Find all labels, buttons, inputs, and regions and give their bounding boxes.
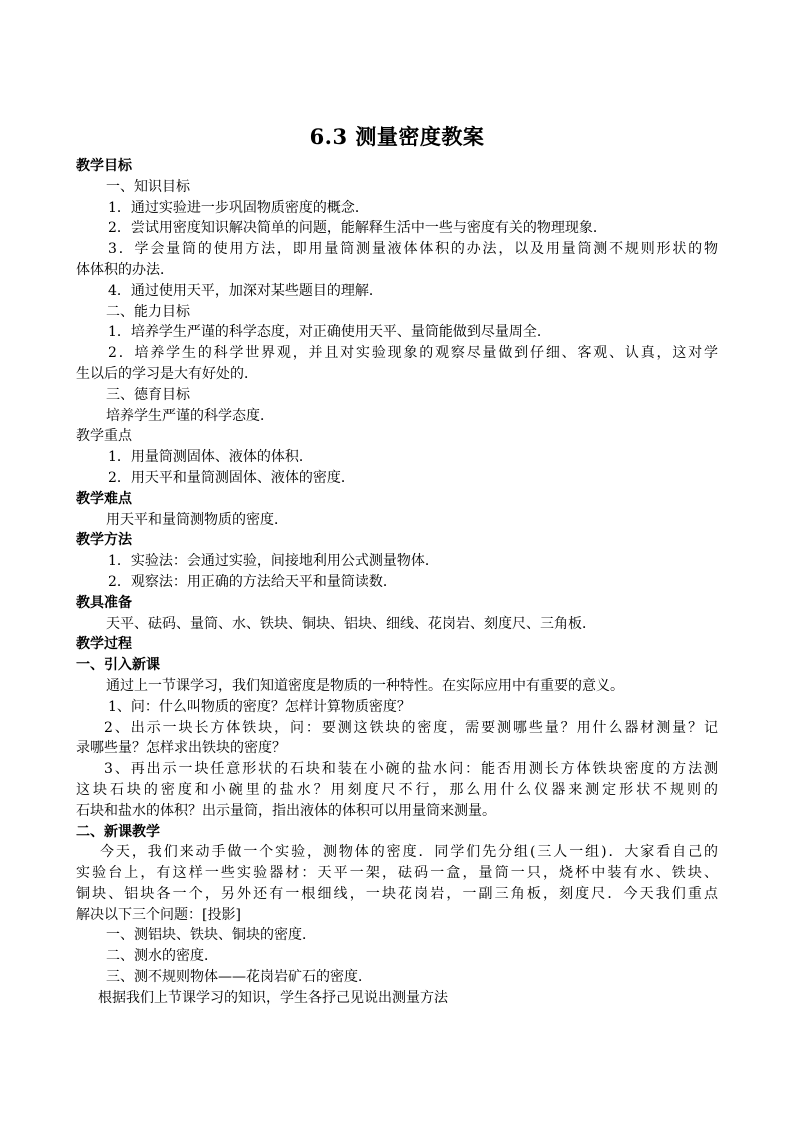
section-heading-materials: 教具准备 xyxy=(76,594,132,611)
paragraph-line: 体体积的办法． xyxy=(76,261,174,278)
paragraph-line: 1．用量筒测固体、液体的体积． xyxy=(108,449,313,466)
paragraph-line: 1．培养学生严谨的科学态度，对正确使用天平、量筒能做到尽量周全． xyxy=(108,324,551,341)
paragraph-line: 2．观察法：用正确的方法给天平和量筒读数． xyxy=(108,573,397,590)
paragraph-line: 一、测铝块、铁块、铜块的密度． xyxy=(106,927,316,944)
section-heading-key-points: 教学重点 xyxy=(76,428,132,445)
paragraph-line: 根据我们上节课学习的知识，学生各抒己见说出测量方法 xyxy=(98,989,448,1006)
section-heading-process: 教学过程 xyxy=(76,636,132,653)
paragraph-line: 二、测水的密度． xyxy=(106,948,218,965)
subheading-new-lesson: 二、新课教学 xyxy=(76,823,160,840)
paragraph-line: 实验台上，有这样一些实验器材：天平一架，砝码一盒，量筒一只，烧杯中装有水、铁块、 xyxy=(76,865,718,882)
paragraph-line: 4．通过使用天平，加深对某些题目的理解． xyxy=(108,282,383,299)
paragraph-line: 3．学会量筒的使用方法，即用量筒测量液体体积的办法，以及用量筒测不规则形状的物 xyxy=(108,241,718,258)
paragraph-line: 录哪些量？怎样求出铁块的密度？ xyxy=(76,740,286,757)
paragraph-line: 三、测不规则物体——花岗岩矿石的密度． xyxy=(106,969,372,986)
paragraph-line: 石块和盐水的体积？出示量筒，指出液体的体积可以用量筒来测量。 xyxy=(76,802,496,819)
subheading-introduction: 一、引入新课 xyxy=(76,657,160,674)
paragraph-line: 3、再出示一块任意形状的石块和装在小碗的盐水问：能否用测长方体铁块密度的方法测 xyxy=(104,761,718,778)
section-heading-teaching-goals: 教学目标 xyxy=(76,158,132,174)
paragraph-line: 2．尝试用密度知识解决简单的问题，能解释生活中一些与密度有关的物理现象． xyxy=(108,220,607,237)
document-title: 6.3 测量密度教案 xyxy=(309,124,485,149)
paragraph-line: 解决以下三个问题：[投影] xyxy=(76,906,241,923)
paragraph-line: 天平、砝码、量筒、水、铁块、铜块、铝块、细线、花岗岩、刻度尺、三角板． xyxy=(106,615,596,632)
paragraph-line: 2．用天平和量筒测固体、液体的密度． xyxy=(108,469,355,486)
paragraph-line: 1、问：什么叫物质的密度？怎样计算物质密度？ xyxy=(108,698,411,715)
section-heading-methods: 教学方法 xyxy=(76,532,132,549)
paragraph-line: 1．通过实验进一步巩固物质密度的概念． xyxy=(108,199,369,216)
document-page xyxy=(76,122,718,1009)
paragraph-line: 1．实验法：会通过实验，间接地利用公式测量物体． xyxy=(108,553,439,570)
subheading-ability-goals: 二、能力目标 xyxy=(106,303,190,320)
paragraph-line: 今天，我们来动手做一个实验，测物体的密度．同学们先分组(三人一组)．大家看自己的 xyxy=(100,844,718,861)
paragraph-line: 2．培养学生的科学世界观，并且对实验现象的观察尽量做到仔细、客观、认真，这对学 xyxy=(108,345,718,362)
paragraph-line: 通过上一节课学习，我们知道密度是物质的一种特性。在实际应用中有重要的意义。 xyxy=(106,677,624,694)
paragraph-line: 用天平和量筒测物质的密度． xyxy=(106,511,288,528)
paragraph-line: 这块石块的密度和小碗里的盐水？用刻度尺不行，那么用什么仪器来测定形状不规则的 xyxy=(76,781,718,798)
subheading-moral-goals: 三、德育目标 xyxy=(106,386,190,403)
subheading-knowledge-goals: 一、知识目标 xyxy=(106,178,190,195)
paragraph-line: 2、出示一块长方体铁块，问：要测这铁块的密度，需要测哪些量？用什么器材测量？记 xyxy=(104,719,718,736)
section-heading-difficulties: 教学难点 xyxy=(76,490,132,507)
paragraph-line: 培养学生严谨的科学态度． xyxy=(106,407,274,424)
paragraph-line: 生以后的学习是大有好处的． xyxy=(76,365,258,382)
paragraph-line: 铜块、铝块各一个，另外还有一根细线，一块花岗岩，一副三角板，刻度尺．今天我们重点 xyxy=(76,885,718,902)
